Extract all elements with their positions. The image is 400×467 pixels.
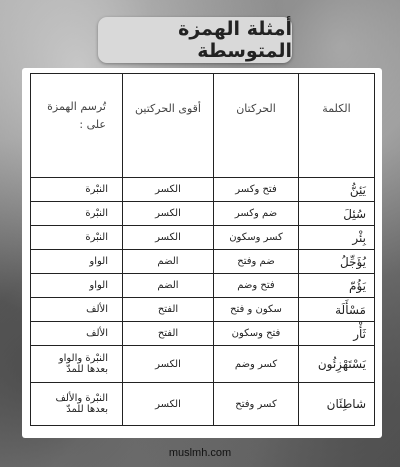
cell-written-as: الواو xyxy=(31,250,123,274)
cell-stronger: الكسر xyxy=(123,226,214,250)
cell-stronger: الكسر xyxy=(123,346,214,383)
header-stronger-vowel: أقوى الحركتين xyxy=(123,74,214,178)
cell-vowels: سكون و فتح xyxy=(214,298,299,322)
cell-written-as: النبْرة والألف بعدها للمدّ xyxy=(31,383,123,426)
cell-stronger: الكسر xyxy=(123,178,214,202)
cell-stronger: الضم xyxy=(123,274,214,298)
cell-word: ثَأْر xyxy=(299,322,375,346)
cell-word: بِئْر xyxy=(299,226,375,250)
cell-written-as: النبْرة xyxy=(31,178,123,202)
cell-word: يَئِنُّ xyxy=(299,178,375,202)
cell-word: يَؤُمّ xyxy=(299,274,375,298)
cell-vowels: كسر وفتح xyxy=(214,383,299,426)
table-row xyxy=(31,250,375,274)
header-word: الكلمة xyxy=(299,74,375,178)
cell-written-as: الواو xyxy=(31,274,123,298)
title-banner xyxy=(98,17,292,63)
cell-written-as: النبْرة xyxy=(31,226,123,250)
table-row xyxy=(31,322,375,346)
cell-vowels: ضم وكسر xyxy=(214,202,299,226)
cell-vowels: كسر وضم xyxy=(214,346,299,383)
site-footer: muslmh.com xyxy=(168,447,232,459)
cell-vowels: ضم وفتح xyxy=(214,250,299,274)
cell-vowels: فتح وكسر xyxy=(214,178,299,202)
cell-vowels: فتح وضم xyxy=(214,274,299,298)
cell-written-as: النبْرة xyxy=(31,202,123,226)
cell-written-as: الألف xyxy=(31,322,123,346)
cell-word: سُئِلَ xyxy=(299,202,375,226)
cell-vowels: كسر وسكون xyxy=(214,226,299,250)
cell-vowels: فتح وسكون xyxy=(214,322,299,346)
cell-written-as: النبْرة والواو بعدها للمدّ xyxy=(31,346,123,383)
table-row xyxy=(31,226,375,250)
cell-word: يَسْتَهْزِئُون xyxy=(299,346,375,383)
cell-word: مَسْأَلَة xyxy=(299,298,375,322)
cell-stronger: الكسر xyxy=(123,383,214,426)
cell-stronger: الكسر xyxy=(123,202,214,226)
cell-written-as: الألف xyxy=(31,298,123,322)
table-row xyxy=(31,298,375,322)
cell-stronger: الفتح xyxy=(123,298,214,322)
table-row xyxy=(31,202,375,226)
header-vowels: الحركتان xyxy=(214,74,299,178)
cell-word: يُؤَجِّلُ xyxy=(299,250,375,274)
cell-stronger: الفتح xyxy=(123,322,214,346)
cell-word: شاطِئَان xyxy=(299,383,375,426)
hamza-examples-table xyxy=(30,73,375,426)
page-title: أمثلة الهمزة المتوسطة xyxy=(178,18,292,62)
table-header-row xyxy=(31,74,375,178)
table-row xyxy=(31,346,375,383)
table-row xyxy=(31,383,375,426)
header-written-as: تُرسم الهمزة على : xyxy=(31,74,123,178)
table-row xyxy=(31,274,375,298)
table-row xyxy=(31,178,375,202)
cell-stronger: الضم xyxy=(123,250,214,274)
